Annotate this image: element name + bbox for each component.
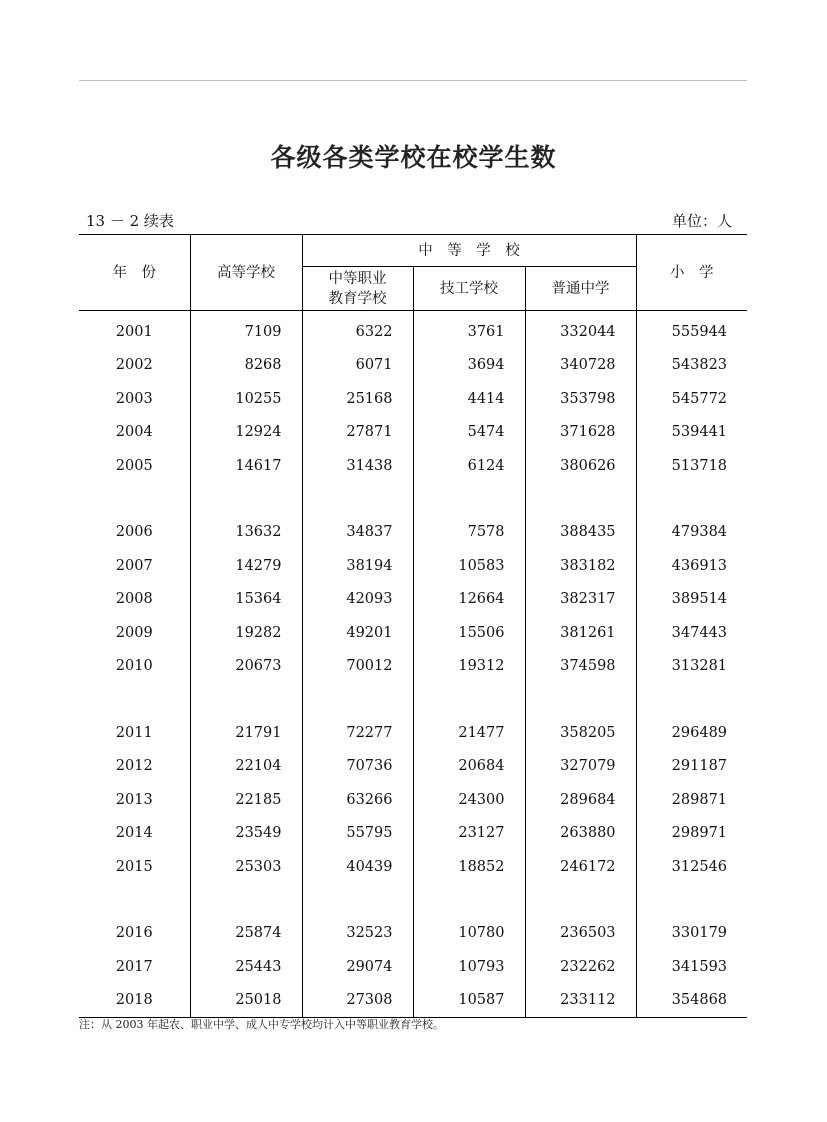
cell-general-secondary: 332044 bbox=[525, 311, 636, 349]
cell-higher: 25874 bbox=[190, 917, 302, 951]
table-row bbox=[79, 382, 747, 416]
cell-technical: 10587 bbox=[413, 984, 525, 1018]
cell-vocational: 6071 bbox=[302, 349, 413, 383]
spacer-row bbox=[79, 483, 747, 516]
cell-primary: 330179 bbox=[671, 925, 728, 942]
cell-general-secondary: 353798 bbox=[525, 382, 636, 416]
cell-technical: 10793 bbox=[413, 950, 525, 984]
cell-general-secondary: 236503 bbox=[525, 917, 636, 951]
spacer-cell bbox=[79, 483, 190, 516]
cell-general-secondary: 374598 bbox=[525, 650, 636, 684]
cell-general-secondary: 340728 bbox=[525, 349, 636, 383]
cell-primary: 289871 bbox=[671, 791, 728, 808]
header-year: 年 份 bbox=[79, 235, 190, 311]
cell-primary: 291187 bbox=[671, 758, 728, 775]
cell-vocational: 32523 bbox=[302, 917, 413, 951]
cell-technical: 23127 bbox=[413, 817, 525, 851]
table-row bbox=[79, 817, 747, 851]
spacer-cell bbox=[190, 884, 302, 917]
table-row bbox=[79, 516, 747, 550]
spacer-cell bbox=[525, 884, 636, 917]
cell-general-secondary: 246172 bbox=[525, 850, 636, 884]
spacer-cell bbox=[636, 884, 747, 917]
cell-primary: 545772 bbox=[671, 390, 728, 407]
cell-vocational: 29074 bbox=[302, 950, 413, 984]
cell-vocational: 55795 bbox=[302, 817, 413, 851]
cell-higher: 8268 bbox=[190, 349, 302, 383]
cell-vocational: 49201 bbox=[302, 616, 413, 650]
cell-higher: 21791 bbox=[190, 716, 302, 750]
table-row bbox=[79, 984, 747, 1018]
table-row bbox=[79, 917, 747, 951]
spacer-row bbox=[79, 683, 747, 716]
student-enrollment-table bbox=[79, 234, 747, 1018]
cell-primary: 354868 bbox=[636, 984, 747, 1018]
cell-higher: 22104 bbox=[190, 750, 302, 784]
cell-technical: 19312 bbox=[413, 650, 525, 684]
spacer-cell bbox=[79, 884, 190, 917]
cell-year: 2015 bbox=[79, 850, 190, 884]
cell-general-secondary: 381261 bbox=[525, 616, 636, 650]
cell-general-secondary: 380626 bbox=[525, 449, 636, 483]
cell-higher: 7109 bbox=[190, 311, 302, 349]
cell-year: 2001 bbox=[79, 311, 190, 349]
spacer-cell bbox=[413, 683, 525, 716]
cell-year: 2011 bbox=[79, 716, 190, 750]
cell-technical: 3694 bbox=[413, 349, 525, 383]
cell-primary: 479384 bbox=[671, 524, 728, 541]
cell-year: 2005 bbox=[79, 449, 190, 483]
cell-vocational: 40439 bbox=[302, 850, 413, 884]
table-row bbox=[79, 349, 747, 383]
header-higher-education: 高等学校 bbox=[190, 235, 302, 311]
cell-primary: 513718 bbox=[671, 457, 728, 474]
cell-year: 2010 bbox=[79, 650, 190, 684]
table-row bbox=[79, 783, 747, 817]
cell-vocational: 70736 bbox=[302, 750, 413, 784]
footnote: 注：从 2003 年起农、职业中学、成人中专学校均计入中等职业教育学校。 bbox=[79, 1018, 444, 1031]
cell-general-secondary: 233112 bbox=[525, 984, 636, 1018]
page-title: 各级各类学校在校学生数 bbox=[270, 143, 557, 172]
cell-vocational: 34837 bbox=[302, 516, 413, 550]
header-rule bbox=[79, 80, 747, 81]
cell-primary: 313281 bbox=[671, 658, 728, 675]
cell-vocational: 38194 bbox=[302, 549, 413, 583]
table-row bbox=[79, 616, 747, 650]
cell-year: 2007 bbox=[79, 549, 190, 583]
header-vocational bbox=[302, 267, 413, 311]
table-number: 13 － 2 续表 bbox=[86, 212, 174, 230]
cell-vocational: 6322 bbox=[302, 311, 413, 349]
cell-higher: 25303 bbox=[190, 850, 302, 884]
table-row bbox=[79, 416, 747, 450]
cell-technical: 18852 bbox=[413, 850, 525, 884]
cell-vocational: 70012 bbox=[302, 650, 413, 684]
cell-vocational: 27871 bbox=[302, 416, 413, 450]
cell-year: 2012 bbox=[79, 750, 190, 784]
cell-general-secondary: 327079 bbox=[525, 750, 636, 784]
cell-technical: 21477 bbox=[413, 716, 525, 750]
cell-general-secondary: 388435 bbox=[525, 516, 636, 550]
header-general-secondary: 普通中学 bbox=[525, 267, 636, 311]
cell-primary: 298971 bbox=[671, 825, 728, 842]
cell-higher: 12924 bbox=[190, 416, 302, 450]
cell-technical: 24300 bbox=[413, 783, 525, 817]
cell-higher: 15364 bbox=[190, 583, 302, 617]
cell-year: 2002 bbox=[79, 349, 190, 383]
cell-higher: 20673 bbox=[190, 650, 302, 684]
spacer-cell bbox=[302, 884, 413, 917]
cell-vocational: 42093 bbox=[302, 583, 413, 617]
cell-higher: 25018 bbox=[190, 984, 302, 1018]
cell-higher: 13632 bbox=[190, 516, 302, 550]
unit-label: 单位：人 bbox=[671, 212, 732, 230]
table-row bbox=[79, 750, 747, 784]
cell-year: 2017 bbox=[79, 950, 190, 984]
table-row bbox=[79, 583, 747, 617]
cell-higher: 19282 bbox=[190, 616, 302, 650]
cell-year: 2014 bbox=[79, 817, 190, 851]
table-row bbox=[79, 449, 747, 483]
cell-primary: 539441 bbox=[671, 424, 728, 441]
table-row bbox=[79, 650, 747, 684]
cell-technical: 10583 bbox=[413, 549, 525, 583]
spacer-row bbox=[79, 884, 747, 917]
cell-general-secondary: 358205 bbox=[525, 716, 636, 750]
spacer-cell bbox=[525, 683, 636, 716]
cell-higher: 22185 bbox=[190, 783, 302, 817]
cell-vocational: 72277 bbox=[302, 716, 413, 750]
cell-vocational: 27308 bbox=[302, 984, 413, 1018]
spacer-cell bbox=[190, 483, 302, 516]
cell-year: 2009 bbox=[79, 616, 190, 650]
cell-higher: 14617 bbox=[190, 449, 302, 483]
cell-primary: 436913 bbox=[671, 557, 728, 574]
cell-vocational: 31438 bbox=[302, 449, 413, 483]
header-primary: 小 学 bbox=[636, 235, 747, 311]
table-row bbox=[79, 549, 747, 583]
cell-technical: 7578 bbox=[413, 516, 525, 550]
cell-technical: 3761 bbox=[413, 311, 525, 349]
cell-higher: 25443 bbox=[190, 950, 302, 984]
cell-technical: 4414 bbox=[413, 382, 525, 416]
cell-technical: 12664 bbox=[413, 583, 525, 617]
spacer-cell bbox=[636, 483, 747, 516]
cell-general-secondary: 232262 bbox=[525, 950, 636, 984]
spacer-cell bbox=[413, 483, 525, 516]
cell-primary: 347443 bbox=[671, 624, 728, 641]
spacer-cell bbox=[525, 483, 636, 516]
header-vocational-line2: 教育学校 bbox=[328, 290, 387, 307]
cell-primary: 555944 bbox=[671, 323, 728, 340]
cell-vocational: 63266 bbox=[302, 783, 413, 817]
cell-primary: 341593 bbox=[671, 958, 728, 975]
cell-higher: 10255 bbox=[190, 382, 302, 416]
table-row bbox=[79, 950, 747, 984]
table-row bbox=[79, 850, 747, 884]
cell-year: 2013 bbox=[79, 783, 190, 817]
cell-primary: 296489 bbox=[671, 724, 728, 741]
spacer-cell bbox=[79, 683, 190, 716]
spacer-cell bbox=[636, 683, 747, 716]
cell-technical: 10780 bbox=[413, 917, 525, 951]
table-row bbox=[79, 311, 747, 349]
cell-higher: 23549 bbox=[190, 817, 302, 851]
cell-vocational: 25168 bbox=[302, 382, 413, 416]
header-vocational-line1: 中等职业 bbox=[328, 270, 387, 287]
spacer-cell bbox=[302, 683, 413, 716]
cell-technical: 5474 bbox=[413, 416, 525, 450]
cell-general-secondary: 289684 bbox=[525, 783, 636, 817]
spacer-cell bbox=[190, 683, 302, 716]
cell-year: 2016 bbox=[79, 917, 190, 951]
cell-year: 2004 bbox=[79, 416, 190, 450]
cell-general-secondary: 263880 bbox=[525, 817, 636, 851]
cell-general-secondary: 383182 bbox=[525, 549, 636, 583]
cell-year: 2003 bbox=[79, 382, 190, 416]
cell-year: 2018 bbox=[79, 984, 190, 1018]
cell-general-secondary: 371628 bbox=[525, 416, 636, 450]
cell-primary: 543823 bbox=[671, 357, 728, 374]
cell-general-secondary: 382317 bbox=[525, 583, 636, 617]
cell-higher: 14279 bbox=[190, 549, 302, 583]
table-body bbox=[79, 311, 747, 1018]
spacer-cell bbox=[302, 483, 413, 516]
cell-primary: 312546 bbox=[671, 858, 728, 875]
cell-year: 2006 bbox=[79, 516, 190, 550]
cell-year: 2008 bbox=[79, 583, 190, 617]
table-row bbox=[79, 716, 747, 750]
cell-technical: 6124 bbox=[413, 449, 525, 483]
header-technical: 技工学校 bbox=[413, 267, 525, 311]
spacer-cell bbox=[413, 884, 525, 917]
cell-technical: 20684 bbox=[413, 750, 525, 784]
cell-primary: 389514 bbox=[671, 591, 728, 608]
header-secondary-schools: 中 等 学 校 bbox=[302, 235, 636, 267]
cell-technical: 15506 bbox=[413, 616, 525, 650]
